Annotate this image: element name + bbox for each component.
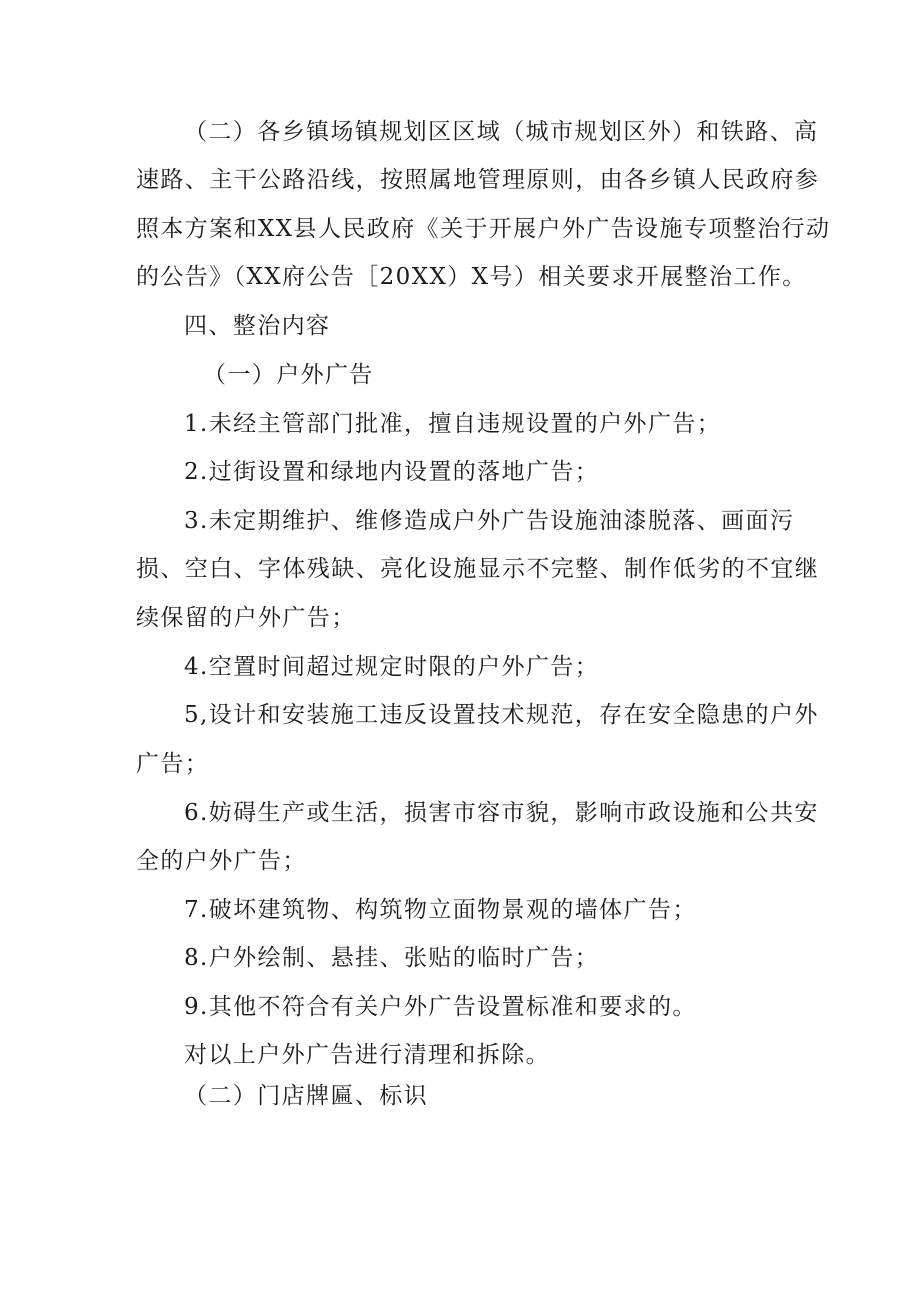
list-item: 2.过街设置和绿地内设置的落地广告； bbox=[184, 459, 600, 485]
list-item: 9.其他不符合有关户外广告设置标准和要求的。 bbox=[184, 994, 697, 1020]
list-item-continuation: 续保留的户外广告； bbox=[136, 605, 356, 631]
list-item-continuation: 广告； bbox=[136, 751, 210, 777]
list-item-continuation: 全的户外广告； bbox=[136, 848, 307, 874]
subsection-heading: （一）户外广告 bbox=[203, 362, 374, 388]
list-item: 7.破坏建筑物、构筑物立面物景观的墙体广告； bbox=[184, 897, 697, 923]
subsection-heading: （二）门店牌匾、标识 bbox=[184, 1083, 428, 1109]
list-item: 8.户外绘制、悬挂、张贴的临时广告； bbox=[184, 945, 600, 971]
paragraph-line: 的公告》（XX府公告［20XX）X号）相关要求开展整治工作。 bbox=[136, 264, 807, 290]
list-item-continuation: 损、空白、字体残缺、亮化设施显示不完整、制作低劣的不宜继 bbox=[136, 556, 820, 582]
list-item: 3.未定期维护、维修造成户外广告设施油漆脱落、画面污 bbox=[184, 508, 795, 534]
list-item: 5,设计和安装施工违反设置技术规范，存在安全隐患的户外 bbox=[184, 702, 819, 728]
paragraph-line: 速路、主干公路沿线，按照属地管理原则，由各乡镇人民政府参 bbox=[136, 167, 820, 193]
list-item: 1.未经主管部门批准，擅自违规设置的户外广告； bbox=[184, 411, 722, 437]
section-heading: 四、整治内容 bbox=[184, 313, 331, 339]
paragraph-line: （二）各乡镇场镇规划区区域（城市规划区外）和铁路、高 bbox=[184, 119, 819, 145]
paragraph-line: 照本方案和XX县人民政府《关于开展户外广告设施专项整治行动 bbox=[136, 216, 831, 242]
paragraph-line: 对以上户外广告进行清理和拆除。 bbox=[184, 1042, 550, 1068]
list-item: 4.空置时间超过规定时限的户外广告； bbox=[184, 654, 600, 680]
list-item: 6.妨碍生产或生活，损害市容市貌，影响市政设施和公共安 bbox=[184, 800, 819, 826]
